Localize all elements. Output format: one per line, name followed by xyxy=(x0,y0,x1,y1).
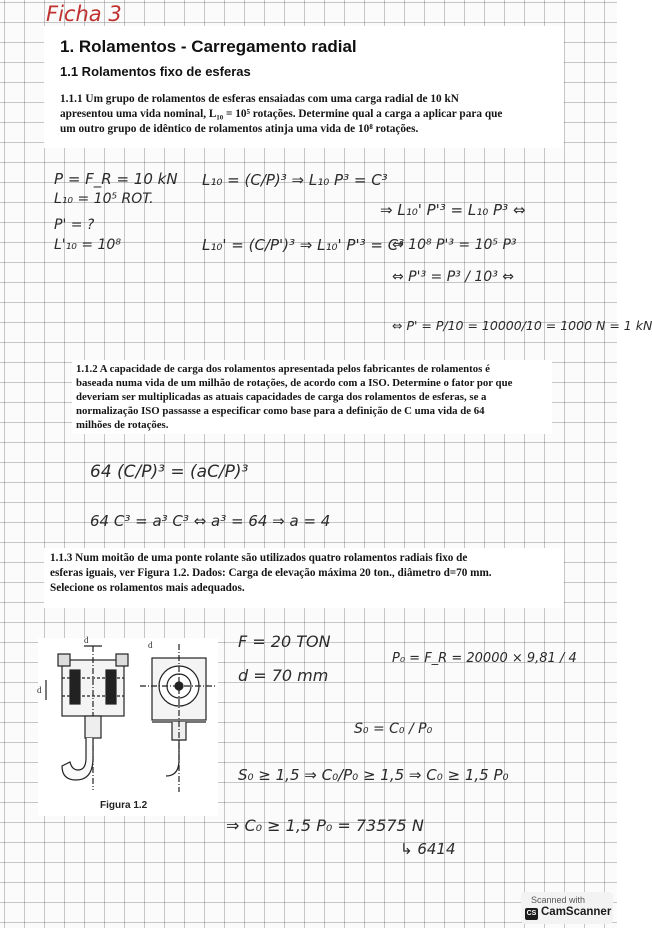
sheet-label: Ficha 3 xyxy=(46,2,122,26)
problem-line: normalização ISO passasse a especificar como base para a definição de C uma vida de 64 xyxy=(76,405,485,417)
hw-diameter-given: d = 70 mm xyxy=(238,666,329,685)
hw-result-1: ⇔ P' = P/10 = 10000/10 = 1000 N = 1 kN xyxy=(392,318,652,333)
hw-static-load: P₀ = F_R = 20000 × 9,81 / 4 xyxy=(392,651,577,666)
problem-1-1-2 xyxy=(76,362,512,432)
hw-unknown-load: P' = ? xyxy=(54,217,95,233)
hw-capacity-result: 64 C³ = a³ C³ ⇔ a³ = 64 ⇒ a = 4 xyxy=(90,512,331,530)
problem-1-1-3 xyxy=(50,551,492,596)
hw-safety-condition: S₀ ≥ 1,5 ⇒ C₀/P₀ ≥ 1,5 ⇒ C₀ ≥ 1,5 P₀ xyxy=(238,766,509,784)
section-subtitle: 1.1 Rolamentos fixo de esferas xyxy=(60,64,251,79)
problem-line: Selecione os rolamentos mais adequados. xyxy=(50,582,245,594)
hw-given-load: P = F_R = 10 kN xyxy=(54,170,178,188)
hw-step-3: ⇔ P'³ = P³ / 10³ ⇔ xyxy=(392,269,514,285)
problem-line: 1.1.3 Num moitão de uma ponte rolante são utilizados quatro rolamentos radiais fixo de xyxy=(50,552,468,564)
hw-capacity-equation: 64 (C/P)³ = (aC/P)³ xyxy=(90,462,249,482)
figure-caption: Figura 1.2 xyxy=(100,800,148,811)
problem-line: esferas iguais, ver Figura 1.2. Dados: Carga de elevação máxima 20 ton., diâmetro d=70 mm. xyxy=(50,567,492,579)
figure-dim-label-right: d xyxy=(148,640,153,650)
hw-force-given: F = 20 TON xyxy=(238,632,331,651)
problem-1-1-1 xyxy=(60,92,502,137)
hw-bearing-selection: ↳ 6414 xyxy=(400,840,456,858)
problem-line: um outro grupo de idêntico de rolamentos atinja uma vida de 10⁸ rotações. xyxy=(60,123,419,135)
scanner-logo-icon: CS xyxy=(525,908,538,920)
hw-step-1: ⇒ L₁₀' P'³ = L₁₀ P³ ⇔ xyxy=(380,201,526,219)
scanner-caption: Scanned with xyxy=(531,895,586,905)
hw-life-equation: L₁₀ = (C/P)³ ⇒ L₁₀ P³ = C³ xyxy=(202,171,388,189)
figure-dim-label-top: d xyxy=(84,635,89,645)
problem-line: milhões de rotações. xyxy=(76,419,169,431)
hw-life-equation-new: L₁₀' = (C/P')³ ⇒ L₁₀' P'³ = C³ xyxy=(202,236,405,254)
page-title: 1. Rolamentos - Carregamento radial xyxy=(60,37,357,56)
hw-safety-factor: S₀ = C₀ / P₀ xyxy=(354,721,433,737)
hw-static-capacity: ⇒ C₀ ≥ 1,5 P₀ = 73575 N xyxy=(226,816,424,835)
problem-line: 1.1.1 Um grupo de rolamentos de esferas ensaiadas com uma carga radial de 10 kN xyxy=(60,93,459,105)
problem-line: deveriam ser multiplicadas as atuais capacidades de carga dos rolamentos de esferas, se a xyxy=(76,391,487,403)
problem-line: baseada numa vida de um milhão de rotações, de acordo com a ISO. Determine o fator por que xyxy=(76,377,513,389)
figure-hook-block xyxy=(40,640,216,800)
problem-line: 1.1.2 A capacidade de carga dos rolamentos apresentada pelos fabricantes de rolamentos é xyxy=(76,363,490,375)
hw-new-life: L'₁₀ = 10⁸ xyxy=(54,237,121,253)
problem-line: apresentou uma vida nominal, L₁₀ = 10⁵ rotações. Determine qual a carga a aplicar para que xyxy=(60,108,503,120)
scanner-badge xyxy=(521,892,613,924)
hw-given-life: L₁₀ = 10⁵ ROT. xyxy=(54,191,154,207)
figure-dim-label-side: d xyxy=(37,685,42,695)
hw-step-2: ⇔ 10⁸ P'³ = 10⁵ P³ xyxy=(392,237,517,253)
scanner-name: CamScanner xyxy=(541,906,612,918)
